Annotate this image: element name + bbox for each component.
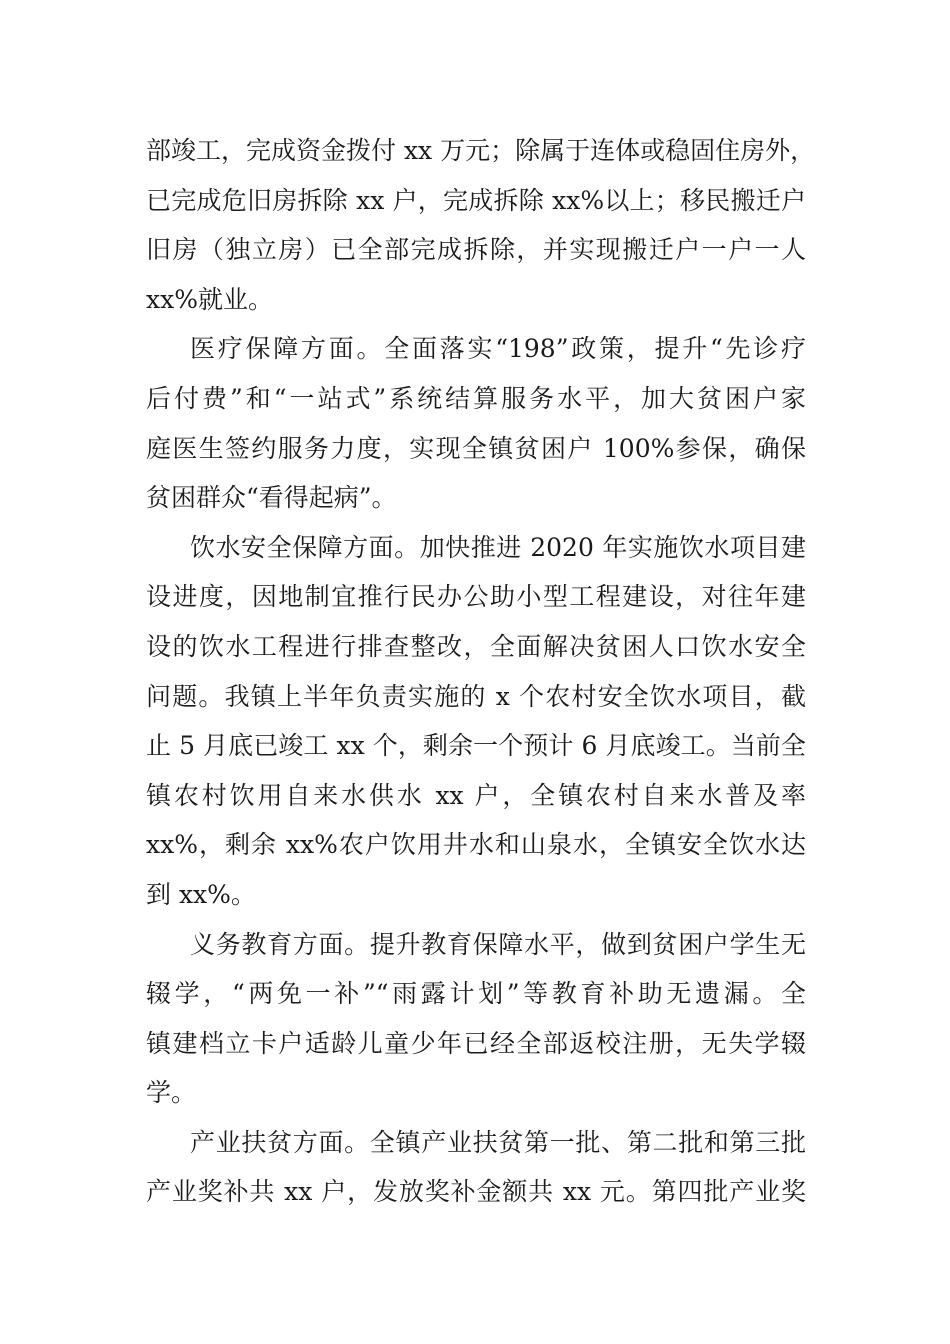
text-line: 设的饮水工程进行排查整改，全面解决贫困人口饮水安全 xyxy=(146,631,806,661)
paragraph-first-line: 饮水安全保障方面。加快推进 2020 年实施饮水项目建 xyxy=(190,532,806,562)
text-line: 庭医生签约服务力度，实现全镇贫困户 100%参保，确保 xyxy=(146,433,806,463)
text-line: 到 xx%。 xyxy=(146,879,256,909)
paragraph-first-line: 产业扶贫方面。全镇产业扶贫第一批、第二批和第三批 xyxy=(190,1127,806,1157)
text-line: 学。 xyxy=(146,1078,197,1108)
text-line: 部竣工，完成资金拨付 xx 万元；除属于连体或稳固住房外， xyxy=(146,136,816,165)
text-line: 止 5 月底已竣工 xx 个，剩余一个预计 6 月底竣工。当前全 xyxy=(146,731,806,761)
paragraph-first-line: 医疗保障方面。全面落实“198”政策，提升“先诊疗 xyxy=(190,334,806,364)
paragraph-first-line: 义务教育方面。提升教育保障水平，做到贫困户学生无 xyxy=(190,929,806,959)
text-line: 辍学，“两免一补”“雨露计划”等教育补助无遗漏。全 xyxy=(146,979,806,1009)
text-line: 已完成危旧房拆除 xx 户，完成拆除 xx%以上；移民搬迁户 xyxy=(146,185,806,215)
text-line: xx%就业。 xyxy=(146,284,273,314)
text-line: 旧房（独立房）已全部完成拆除，并实现搬迁户一户一人 xyxy=(146,235,806,265)
text-line: 镇建档立卡户适龄儿童少年已经全部返校注册，无失学辍 xyxy=(146,1028,806,1058)
text-line: xx%，剩余 xx%农户饮用井水和山泉水，全镇安全饮水达 xyxy=(146,830,806,860)
text-line: 产业奖补共 xx 户，发放奖补金额共 xx 元。第四批产业奖 xyxy=(146,1177,806,1207)
text-line: 后付费”和“一站式”系统结算服务水平，加大贫困户家 xyxy=(146,383,806,413)
text-line: 镇农村饮用自来水供水 xx 户，全镇农村自来水普及率 xyxy=(146,780,806,810)
text-line: 设进度，因地制宜推行民办公助小型工程建设，对往年建 xyxy=(146,582,806,612)
document-body xyxy=(146,126,816,1217)
text-line: 问题。我镇上半年负责实施的 x 个农村安全饮水项目，截 xyxy=(146,681,806,711)
text-line: 贫困群众“看得起病”。 xyxy=(146,483,397,513)
